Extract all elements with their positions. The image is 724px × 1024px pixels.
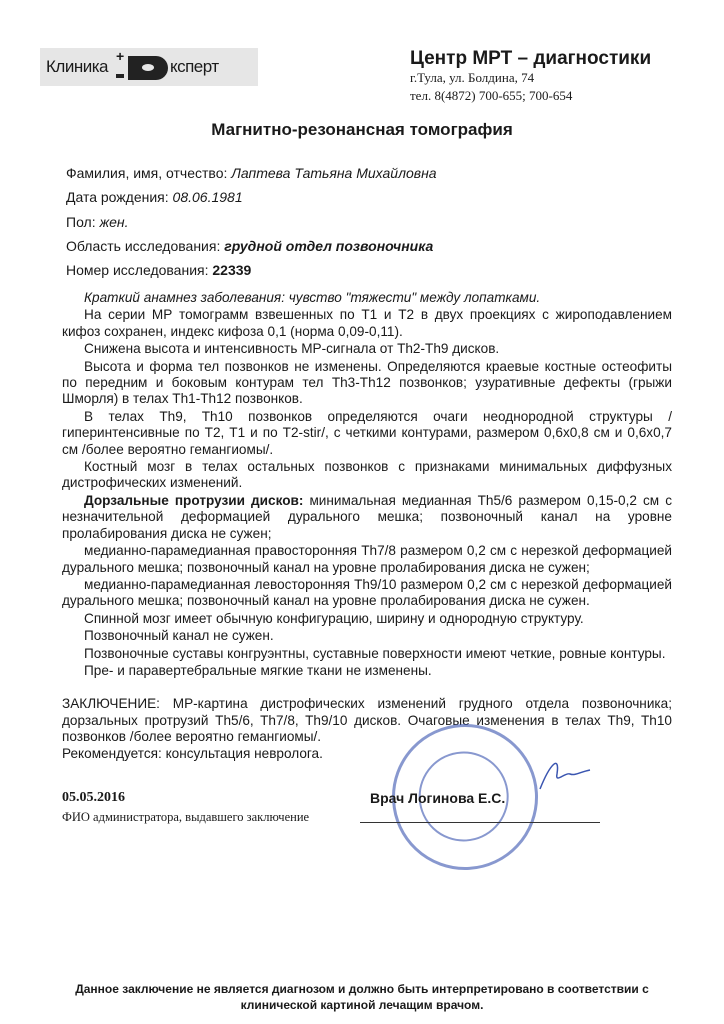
phone: тел. 8(4872) 700-655; 700-654 [410, 88, 573, 103]
paragraph: Костный мозг в телах остальных позвонков с признаками минимальных диффузных дистрофических изменений. [62, 459, 672, 491]
anamnesis: Краткий анамнез заболевания: чувство "тяжести" между лопатками. [84, 290, 541, 305]
paragraph: Дорзальные протрузии дисков: минимальная медианная Th5/6 размером 0,15-0,2 см с незначительной деформацией дурального мешка; позвоночный канал на уровне пролабирования диска не сужен; [62, 492, 673, 541]
paragraph: Позвоночный канал не сужен. [84, 628, 274, 644]
disclaimer [0, 981, 724, 1015]
field-study-number: Номер исследования: 22339 [66, 262, 252, 278]
signature-icon [535, 754, 595, 794]
paragraph: медианно-парамедианная правосторонняя Th7/8 размером 0,2 см с нерезкой деформацией дурального мешка; позвоночный канал на уровне пролабирования диска не сужен; [62, 543, 672, 575]
field-sex: Пол: жен. [66, 214, 129, 230]
field-birthdate: Дата рождения: 08.06.1981 [66, 189, 243, 205]
signature-line [360, 822, 600, 823]
disclaimer-line: Данное заключение не является диагнозом и должно быть интерпретировано в соответствии с [75, 982, 649, 996]
recommendation: Рекомендуется: консультация невролога. [62, 745, 323, 761]
paragraph: На серии МР томограмм взвешенных по Т1 и Т2 в двух проекциях с жироподавлением кифоз сохранен, индекс кифоза 0,1 (норма 0,09-0,11). [62, 307, 672, 339]
logo-text-right: кспeрт [169, 57, 219, 76]
logo-mark-icon: + [108, 52, 178, 82]
doctor-name: Врач Логинова Е.С. [370, 789, 506, 806]
clinic-logo [40, 48, 258, 86]
paragraph: медианно-парамедианная левосторонняя Th9/10 размером 0,2 см с нерезкой деформацией дурального мешка; позвоночный канал на уровне пролабирования диска не сужен. [62, 576, 672, 609]
report-flow [62, 290, 672, 1015]
address: г.Тула, ул. Болдина, 74 [410, 70, 535, 85]
paragraph: Позвоночные суставы конгруэнтны, суставные поверхности имеют четкие, ровные контуры. [84, 645, 666, 661]
paragraph: Снижена высота и интенсивность МР-сигнала от Th2-Th9 дисков. [84, 341, 500, 357]
logo-text-left: Клиника [46, 57, 108, 76]
conclusion [62, 696, 672, 762]
paragraph: Высота и форма тел позвонков не изменены. Определяются краевые костные остеофиты по передним и боковым контурам тел Th3-Th12 позвонков; узуративные дефекты (грыжи Шморля) в телах Th1-Th12 позвонков. [62, 358, 672, 407]
admin-label: ФИО администратора, выдавшего заключение [62, 809, 310, 824]
paragraph: Спинной мозг имеет обычную конфигурацию, ширину и однородную структуру. [84, 610, 584, 626]
paragraph: В телах Th9, Th10 позвонков определяются очаги неоднородной структуры /гиперинтенсивные по Т2, Т1 и по Т2-stir/, с четкими контурами, размером 0,6х0,8 см и 0,6х0,7 см /более вероятно гемангиомы/. [62, 408, 672, 457]
report-date: 05.05.2016 [62, 789, 125, 805]
conclusion-text: ЗАКЛЮЧЕНИЕ: МР-картина дистрофических изменений грудного отдела позвоночника; дорзальных протрузий Th5/6, Th7/8, Th9/10 дисков. Очаговые изменения в телах Th9, Th10 позвонков /более вероятно гемангиомы/. [62, 696, 672, 745]
disclaimer-line: клинической картиной лечащим врачом. [240, 998, 484, 1012]
field-name: Фамилия, имя, отчество: Лаптева Татьяна Михайловна [66, 165, 437, 181]
document-title: Магнитно-резонансная томография [211, 120, 513, 139]
paragraph: Пре- и паравертебральные мягкие ткани не изменены. [84, 662, 432, 678]
field-area: Область исследования: грудной отдел позвоночника [66, 238, 434, 254]
center-name: Центр МРТ – диагностики [410, 48, 652, 69]
signature-row [62, 784, 672, 844]
report-body [62, 290, 672, 680]
